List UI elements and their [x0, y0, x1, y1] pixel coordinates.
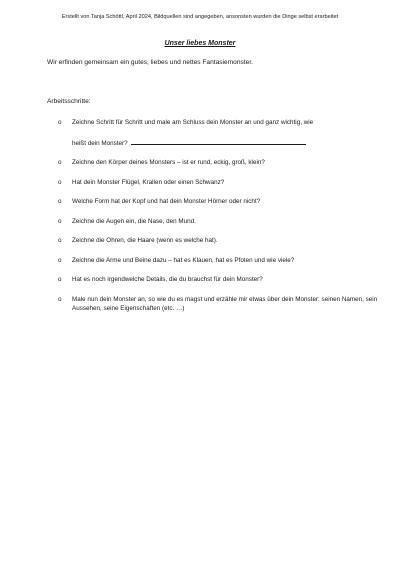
step-text-line2 [72, 138, 378, 149]
step-text: Zeichne Schritt für Schritt und male am Schluss dein Monster an und ganz wichtig, wie [72, 119, 314, 126]
step-text: Male nun dein Monster an, so wie du es magst und erzähle mir etwas über dein Monster: seinen Namen, sein Aussehen, seine Eigenschaften (etc. …) [72, 295, 378, 312]
header-note: Erstellt von Tanja Schöttl, April 2024, Bildquellen sind angegeben, ansonsten wurden die Dinge selbst erarbeitet [61, 14, 339, 20]
step-item-9 [58, 295, 378, 314]
step-item-3 [58, 178, 378, 188]
steps-list [58, 118, 378, 324]
step-text: Welche Form hat der Kopf und hat dein Monster Hörner oder nicht? [72, 198, 261, 205]
bullet-icon: o [58, 276, 62, 283]
steps-label: Arbeitsschritte: [47, 98, 91, 105]
step-text: Hat dein Monster Flügel, Krallen oder einen Schwanz? [72, 178, 225, 186]
name-answer-line[interactable] [131, 138, 306, 145]
step-item-1 [58, 118, 378, 148]
step-item-5 [58, 217, 378, 227]
step-text: Hat es noch irgendwelche Details, die du brauchst für dein Monster? [72, 276, 263, 283]
bullet-icon: o [58, 159, 62, 166]
bullet-icon: o [58, 198, 62, 205]
intro-text: Wir erfinden gemeinsam ein gutes, liebes und nettes Fantasiemonster. [47, 59, 253, 66]
bullet-icon: o [58, 256, 62, 264]
step-item-2 [58, 158, 378, 168]
bullet-icon: o [58, 217, 62, 225]
step-text: Zeichne die Arme und Beine dazu – hat es Klauen, hat es Pfoten und wie viele? [72, 256, 295, 264]
step-item-4 [58, 197, 378, 207]
step-text: Zeichne die Ohren, die Haare (wenn es welche hat). [72, 237, 218, 244]
page-title: Unser liebes Monster [164, 40, 236, 47]
step-text: Zeichne den Körper deines Monsters – ist er rund, eckig, groß, klein? [72, 159, 265, 166]
step-item-7 [58, 256, 378, 266]
step-text: Zeichne die Augen ein, die Nase, den Mund. [72, 217, 196, 225]
bullet-icon: o [58, 119, 62, 126]
bullet-icon: o [58, 237, 62, 244]
step-question: heißt dein Monster? [72, 139, 128, 147]
step-item-8 [58, 275, 378, 285]
step-item-6 [58, 236, 378, 246]
bullet-icon: o [58, 178, 62, 186]
bullet-icon: o [58, 295, 62, 303]
